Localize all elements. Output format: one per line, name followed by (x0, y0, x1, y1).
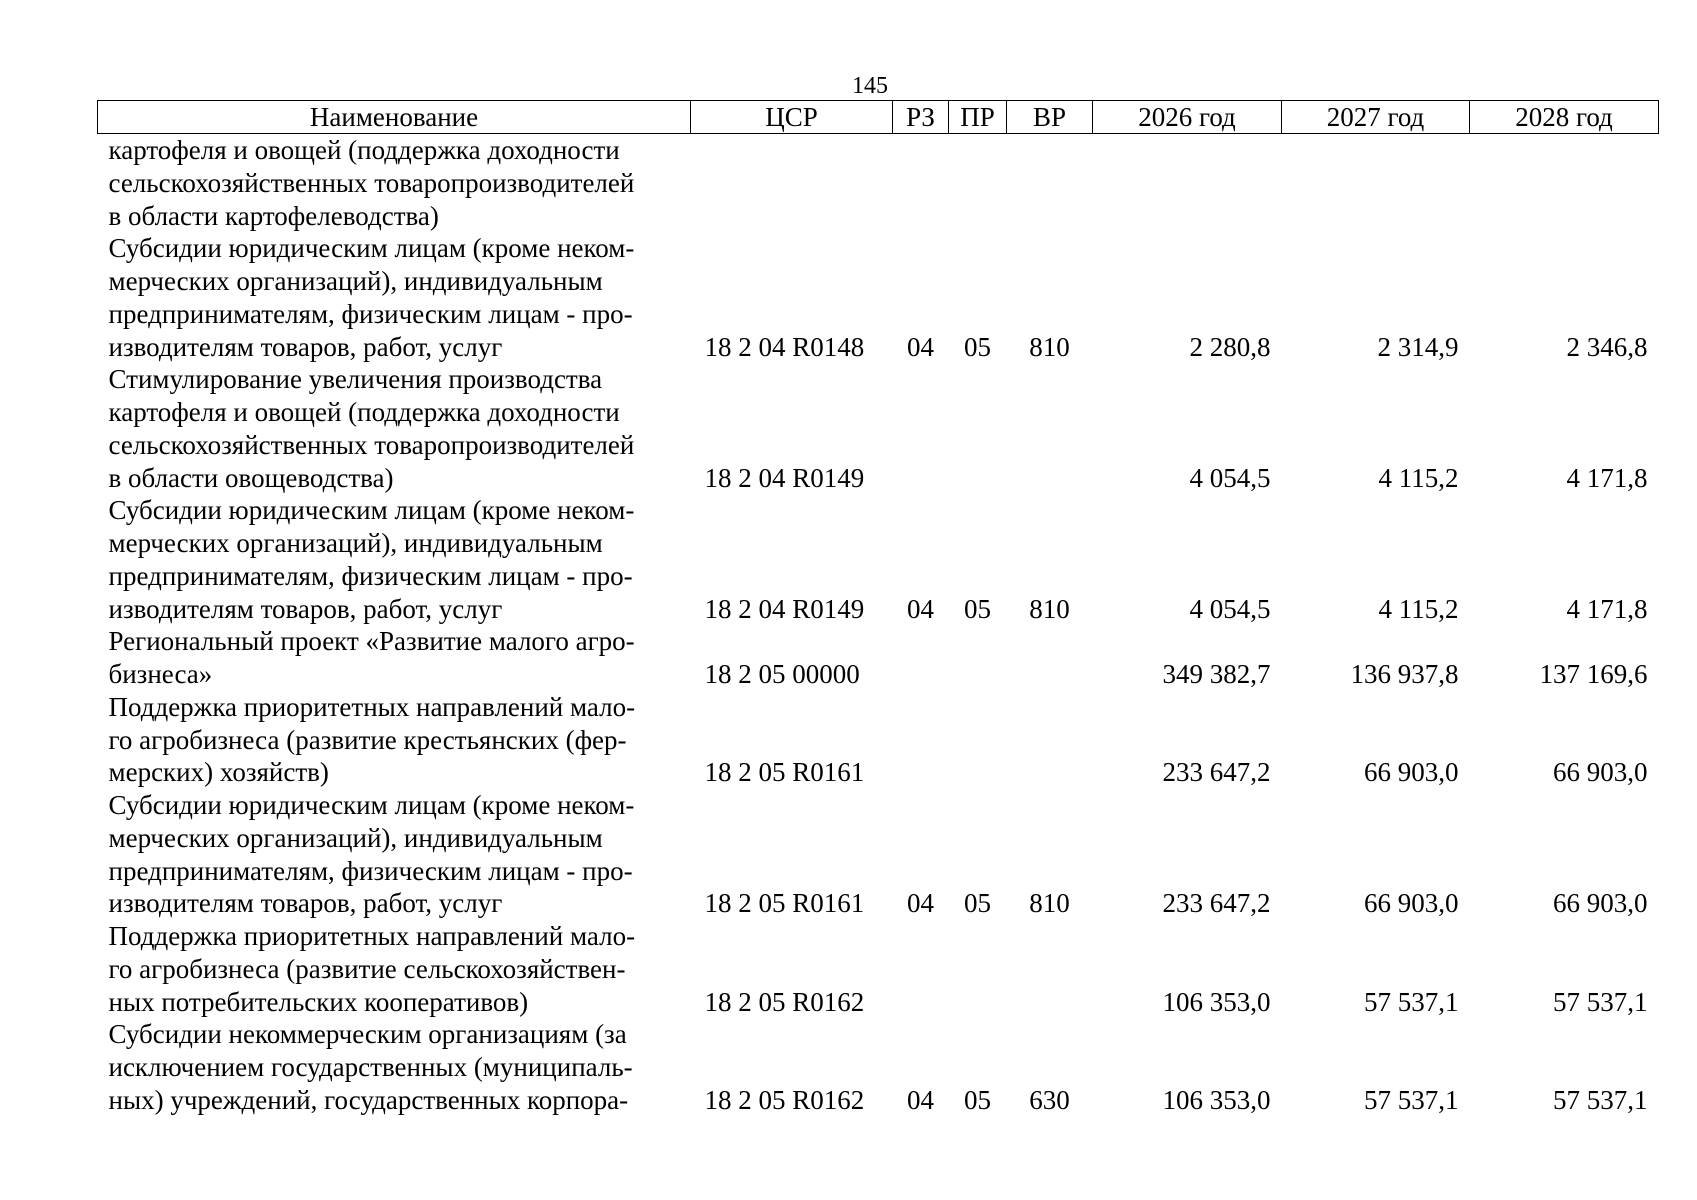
name-line: в области овощеводства) (108, 462, 394, 493)
cell-2028: 66 903,0 (1553, 888, 1648, 919)
cell-rz: 04 (907, 1084, 934, 1115)
name-line: мерческих организаций), индивидуальным (108, 822, 603, 853)
budget-table (97, 100, 1659, 1117)
table-row (98, 625, 1659, 691)
header-csr: ЦСР (691, 101, 893, 134)
cell-2028: 66 903,0 (1553, 757, 1648, 788)
cell-vr (1007, 691, 1093, 789)
cell-rz (893, 134, 949, 233)
cell-vr: 810 (1029, 331, 1070, 362)
table-row (98, 134, 1659, 233)
name-line: сельскохозяйственных товаропроизводителей (108, 429, 635, 460)
name-line: Поддержка приоритетных направлений мало- (108, 691, 636, 722)
cell-pr (949, 691, 1007, 789)
cell-rz (893, 691, 949, 789)
header-2026: 2026 год (1093, 101, 1282, 134)
name-line: сельскохозяйственных товаропроизводителей (108, 167, 635, 198)
header-pr: ПР (949, 101, 1007, 134)
cell-2026 (1093, 134, 1282, 233)
cell-pr (949, 134, 1007, 233)
cell-2026: 233 647,2 (1162, 757, 1271, 788)
cell-vr: 810 (1029, 888, 1070, 919)
cell-name (98, 232, 691, 363)
cell-2027: 66 903,0 (1364, 757, 1459, 788)
name-line: исключением государственных (муниципаль- (108, 1052, 633, 1082)
name-line: Поддержка приоритетных направлений мало- (108, 921, 636, 951)
name-line: Субсидии юридическим лицам (кроме неком- (108, 233, 635, 264)
cell-vr: 810 (1029, 593, 1070, 624)
name-line: предпринимателям, физическим лицам - про- (108, 855, 633, 886)
cell-csr: 18 2 04 R0149 (704, 593, 865, 624)
cell-2028: 57 537,1 (1553, 1084, 1648, 1115)
name-line: предпринимателям, физическим лицам - про- (108, 560, 633, 591)
cell-2027: 57 537,1 (1364, 986, 1459, 1017)
name-line: Субсидии некоммерческим организациям (за (108, 1019, 627, 1050)
cell-csr: 18 2 05 00000 (704, 659, 860, 689)
table-row (98, 363, 1659, 494)
header-row (98, 101, 1659, 134)
name-line: изводителям товаров, работ, услуг (108, 593, 503, 624)
name-line: ных) учреждений, государственных корпора- (108, 1084, 629, 1115)
name-line: Стимулирование увеличения производства (108, 364, 603, 395)
header-2028: 2028 год (1470, 101, 1659, 134)
cell-2027: 136 937,8 (1350, 659, 1459, 689)
cell-2028: 2 346,8 (1566, 331, 1648, 362)
cell-2027: 4 115,2 (1378, 593, 1459, 624)
name-line: Субсидии юридическим лицам (кроме неком- (108, 790, 635, 820)
name-line: го агробизнеса (развитие крестьянских (фер- (108, 724, 627, 755)
cell-name (98, 920, 691, 1018)
cell-pr (949, 363, 1007, 494)
name-line: изводителям товаров, работ, услуг (108, 888, 503, 919)
cell-rz (893, 363, 949, 494)
cell-2027 (1282, 134, 1470, 233)
cell-name (98, 789, 691, 920)
cell-vr (1007, 920, 1093, 1018)
header-vr: ВР (1007, 101, 1093, 134)
cell-rz (893, 625, 949, 691)
name-line: предпринимателям, физическим лицам - про- (108, 298, 633, 329)
cell-2028 (1470, 134, 1659, 233)
cell-2027: 4 115,2 (1378, 462, 1459, 493)
name-line: Региональный проект «Развитие малого агро- (108, 626, 635, 657)
cell-pr: 05 (964, 888, 991, 919)
cell-2026: 4 054,5 (1189, 462, 1271, 493)
table-row (98, 920, 1659, 1018)
cell-2026: 233 647,2 (1162, 888, 1271, 919)
cell-name (98, 134, 691, 233)
cell-name (98, 625, 691, 691)
cell-vr (1007, 625, 1093, 691)
cell-2028: 4 171,8 (1566, 593, 1648, 624)
name-line: изводителям товаров, работ, услуг (108, 331, 503, 362)
name-line: мерских) хозяйств) (108, 757, 329, 788)
name-line: в области картофелеводства) (108, 200, 439, 231)
cell-2026: 106 353,0 (1162, 1084, 1271, 1115)
name-line: го агробизнеса (развитие сельскохозяйствен- (108, 953, 626, 984)
cell-csr: 18 2 05 R0161 (704, 888, 865, 919)
cell-rz: 04 (907, 331, 934, 362)
cell-2026: 349 382,7 (1162, 659, 1271, 689)
header-rz: РЗ (893, 101, 949, 134)
name-line: мерческих организаций), индивидуальным (108, 266, 603, 296)
cell-csr: 18 2 05 R0161 (704, 757, 865, 788)
table-row (98, 1018, 1659, 1116)
cell-rz (893, 920, 949, 1018)
cell-2026: 106 353,0 (1162, 986, 1271, 1017)
cell-2026: 2 280,8 (1189, 331, 1271, 362)
name-line: картофеля и овощей (поддержка доходности (108, 135, 620, 165)
cell-2027: 57 537,1 (1364, 1084, 1459, 1115)
cell-rz: 04 (907, 888, 934, 919)
name-line: мерческих организаций), индивидуальным (108, 528, 603, 558)
cell-name (98, 494, 691, 625)
cell-pr: 05 (964, 331, 991, 362)
cell-vr (1007, 363, 1093, 494)
table-row (98, 232, 1659, 363)
name-line: ных потребительских кооперативов) (108, 986, 529, 1017)
table-header (98, 101, 1659, 134)
cell-pr (949, 920, 1007, 1018)
name-line: бизнеса» (108, 659, 213, 689)
cell-2028: 57 537,1 (1553, 986, 1648, 1017)
table-body (98, 134, 1659, 1117)
cell-pr (949, 625, 1007, 691)
cell-2027: 66 903,0 (1364, 888, 1459, 919)
table-row (98, 691, 1659, 789)
cell-vr (1007, 134, 1093, 233)
cell-rz: 04 (907, 593, 934, 624)
cell-2028: 137 169,6 (1539, 659, 1648, 689)
table-row (98, 494, 1659, 625)
cell-name (98, 1018, 691, 1116)
cell-csr: 18 2 04 R0149 (704, 462, 865, 493)
cell-csr (691, 134, 893, 233)
name-line: картофеля и овощей (поддержка доходности (108, 397, 620, 427)
cell-2028: 4 171,8 (1566, 462, 1648, 493)
cell-pr: 05 (964, 593, 991, 624)
table-row (98, 789, 1659, 920)
cell-csr: 18 2 05 R0162 (704, 986, 865, 1017)
header-2027: 2027 год (1282, 101, 1470, 134)
header-name: Наименование (98, 101, 691, 134)
name-line: Субсидии юридическим лицам (кроме неком- (108, 495, 635, 526)
cell-csr: 18 2 05 R0162 (704, 1084, 865, 1115)
cell-csr: 18 2 04 R0148 (704, 331, 865, 362)
page-number: 145 (852, 73, 888, 99)
cell-2026: 4 054,5 (1189, 593, 1271, 624)
cell-name (98, 691, 691, 789)
cell-pr: 05 (964, 1084, 991, 1115)
cell-name (98, 363, 691, 494)
cell-2027: 2 314,9 (1377, 331, 1459, 362)
cell-vr: 630 (1029, 1084, 1070, 1115)
